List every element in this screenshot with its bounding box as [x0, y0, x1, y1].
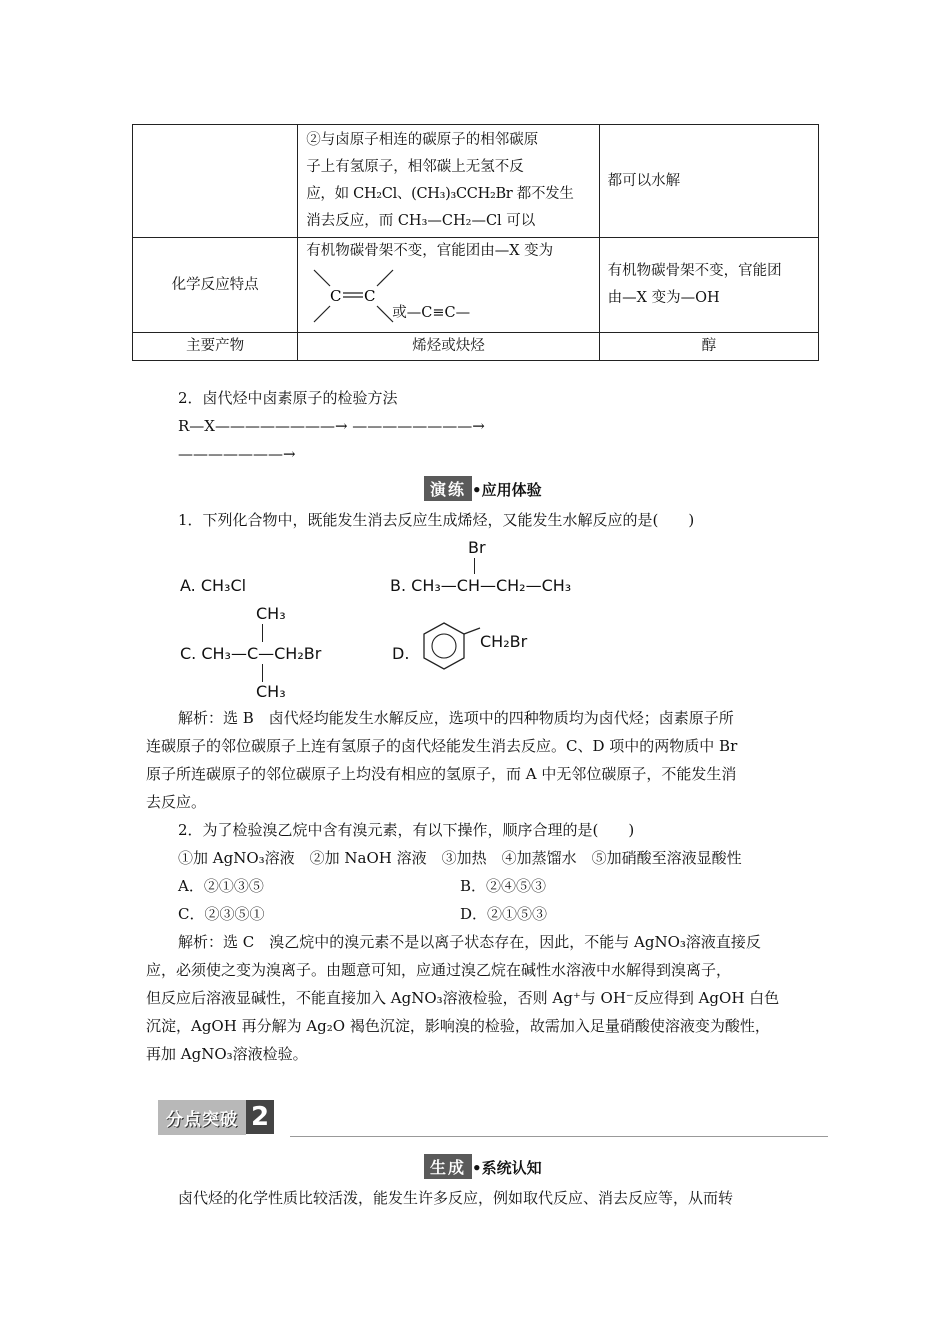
analysis-line: 连碳原子的邻位碳原子上连有氢原子的卤代烃能发生消去反应。C、D 项中的两物质中 Br	[146, 737, 738, 755]
cell-line: 消去反应，而 CH₃—CH₂—Cl 可以	[306, 213, 536, 229]
option-a: A. CH₃Cl	[180, 576, 247, 595]
question-stem: 1．下列化合物中，既能发生消去反应生成烯烃，又能发生水解反应的是( )	[178, 511, 695, 529]
svg-text:C: C	[330, 287, 342, 305]
gen-badge: 生成	[424, 1154, 472, 1179]
cell-line: 有机物碳骨架不变，官能团由—X 变为	[306, 243, 554, 259]
analysis-line: 原子所连碳原子的邻位碳原子上均没有相应的氢原子，而 A 中无邻位碳原子，不能发生消	[146, 765, 737, 783]
practice-heading	[424, 476, 542, 501]
option-a: A．②①③⑤	[178, 877, 264, 895]
section-title: 2．卤代烃中卤素原子的检验方法	[178, 389, 398, 407]
svg-text:C: C	[364, 287, 376, 305]
table-cell-hydrolysis: 都可以水解	[599, 125, 818, 238]
cell-line: 有机物碳骨架不变，官能团	[607, 263, 782, 279]
table-row-label: 主要产物	[133, 333, 298, 361]
table-cell-conditions	[298, 125, 599, 238]
table-cell-product: 醇	[599, 333, 818, 361]
practice-badge: 演练	[424, 476, 472, 501]
analysis-line: 再加 AgNO₃溶液检验。	[146, 1045, 308, 1063]
analysis-line: 解析：选 C 溴乙烷中的溴元素不是以离子状态存在，因此，不能与 AgNO₃溶液直接反	[178, 933, 761, 951]
comparison-table	[132, 124, 819, 361]
practice-subtitle: •应用体验	[472, 481, 542, 499]
section-badge-text: 分点突破	[158, 1100, 246, 1135]
section-divider	[290, 1136, 828, 1137]
option-c: C．②③⑤①	[178, 905, 265, 923]
option-d-label: D.	[392, 644, 410, 663]
table-row	[133, 238, 819, 333]
cell-line: 应，如 CH₂Cl、(CH₃)₃CCH₂Br 都不发生	[306, 186, 574, 202]
analysis-line: 解析：选 B 卤代烃均能发生水解反应，选项中的四种物质均为卤代烃；卤素原子所	[178, 709, 734, 727]
question-stem: 2．为了检验溴乙烷中含有溴元素，有以下操作，顺序合理的是( )	[178, 821, 635, 839]
cell-line: ②与卤原子相连的碳原子的相邻碳原	[306, 132, 539, 148]
option-b: B．②④⑤③	[460, 877, 547, 895]
alkyne-text: 或—C≡C—	[392, 305, 471, 321]
option-c: C. CH₃—C—CH₂Br	[180, 644, 322, 663]
table-cell-features	[298, 238, 599, 333]
table-cell-empty	[133, 125, 298, 238]
table-cell-features-hydrolysis	[599, 238, 818, 333]
analysis-line: 但反应后溶液显碱性，不能直接加入 AgNO₃溶液检验，否则 Ag⁺与 OH⁻反应得到 AgOH 白色	[146, 989, 780, 1007]
flow-line: R—X————————→ ————————→	[178, 417, 485, 435]
benzene-ring	[418, 618, 538, 688]
flow-line: ———————→	[178, 445, 296, 463]
analysis-line: 沉淀，AgOH 再分解为 Ag₂O 褐色沉淀，影响溴的检验，故需加入足量硝酸使溶液变为酸性，	[146, 1017, 770, 1035]
gen-heading	[424, 1154, 542, 1179]
table-cell-product: 烯烃或炔烃	[298, 333, 599, 361]
section-badge-number: 2	[246, 1100, 274, 1134]
option-d-group: CH₂Br	[480, 632, 528, 651]
cell-line: 由—X 变为—OH	[607, 290, 720, 306]
option-c-bottom: CH₃	[256, 682, 286, 701]
table-row	[133, 125, 819, 238]
bond-line	[262, 664, 263, 682]
table-row-label: 化学反应特点	[133, 238, 298, 333]
analysis-line: 去反应。	[146, 793, 207, 811]
gen-subtitle: •系统认知	[472, 1159, 542, 1177]
section-badge	[158, 1100, 274, 1134]
table-row	[133, 333, 819, 361]
option-c-top: CH₃	[256, 604, 286, 623]
option-b: B. CH₃—CH—CH₂—CH₃	[390, 576, 572, 595]
body-text: 卤代烃的化学性质比较活泼，能发生许多反应，例如取代反应、消去反应等，从而转	[178, 1189, 734, 1207]
cell-line: 子上有氢原子，相邻碳上无氢不反	[306, 159, 524, 175]
bond-line	[474, 558, 475, 574]
bond-line	[262, 624, 263, 642]
question-ops: ①加 AgNO₃溶液 ②加 NaOH 溶液 ③加热 ④加蒸馏水 ⑤加硝酸至溶液显酸性	[178, 849, 742, 867]
option-d: D．②①⑤③	[460, 905, 548, 923]
option-b-br: Br	[468, 538, 486, 557]
analysis-line: 应，必须使之变为溴离子。由题意可知，应通过溴乙烷在碱性水溶液中水解得到溴离子，	[146, 961, 732, 979]
